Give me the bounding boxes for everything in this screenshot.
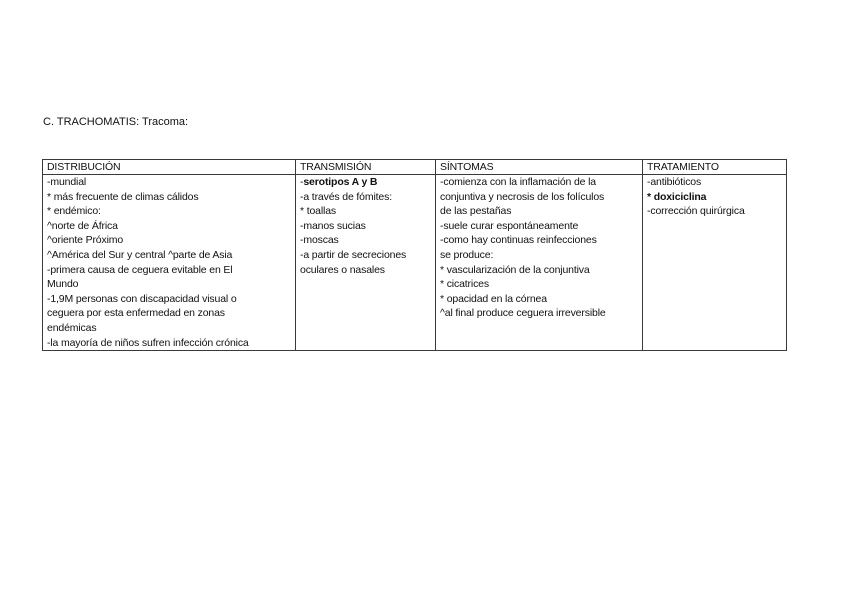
transmision-line: -a través de fómites: <box>300 190 392 203</box>
distribucion-line: -mundial <box>47 176 87 188</box>
distribucion-line: endémicas <box>47 321 97 334</box>
header-sintomas: SÍNTOMAS <box>436 160 643 175</box>
trachoma-table <box>42 159 787 351</box>
distribucion-line: * más frecuente de climas cálidos <box>47 190 199 203</box>
distribucion-line: ^América del Sur y central ^parte de Asia <box>47 248 233 261</box>
header-tratamiento: TRATAMIENTO <box>643 160 787 175</box>
cell-sintomas <box>436 175 643 351</box>
transmision-line: -a partir de secreciones <box>300 248 407 261</box>
transmision-line-serotipos <box>300 175 431 190</box>
distribucion-line: -1,9M personas con discapacidad visual o <box>47 292 237 305</box>
cell-transmision <box>296 175 436 351</box>
sintomas-line: conjuntiva y necrosis de los folículos <box>440 190 605 203</box>
distribucion-line: ceguera por esta enfermedad en zonas <box>47 307 225 320</box>
sintomas-line: ^al final produce ceguera irreversible <box>440 307 606 320</box>
page-title: C. TRACHOMATIS: Tracoma: <box>43 116 189 128</box>
cell-distribucion <box>43 175 296 351</box>
transmision-prefix: - <box>300 176 304 188</box>
table-header-row <box>43 160 787 175</box>
sintomas-line: -comienza con la inflamación de la <box>440 176 596 188</box>
serotipos-bold: serotipos A y B <box>303 176 378 188</box>
distribucion-line: ^oriente Próximo <box>47 234 124 247</box>
transmision-line: oculares o nasales <box>300 263 385 276</box>
doxiciclina-bold: * doxiciclina <box>647 190 707 203</box>
table-row <box>43 175 787 351</box>
sintomas-line: * opacidad en la córnea <box>440 292 547 305</box>
distribucion-line: -la mayoría de niños sufren infección crónica <box>47 336 249 349</box>
cell-tratamiento <box>643 175 787 351</box>
tratamiento-line: -antibióticos <box>647 176 702 188</box>
tratamiento-line: -corrección quirúrgica <box>647 205 745 218</box>
distribucion-line: Mundo <box>47 278 79 291</box>
sintomas-line: * vascularización de la conjuntiva <box>440 263 590 276</box>
sintomas-line: de las pestañas <box>440 205 512 218</box>
header-transmision: TRANSMISIÓN <box>296 160 436 175</box>
header-distribucion: DISTRIBUCIÓN <box>43 160 296 175</box>
distribucion-line: * endémico: <box>47 205 101 218</box>
distribucion-line: ^norte de África <box>47 219 118 232</box>
transmision-line: * toallas <box>300 205 337 218</box>
sintomas-line: -como hay continuas reinfecciones <box>440 234 597 247</box>
sintomas-line: * cicatrices <box>440 278 489 291</box>
transmision-line: -moscas <box>300 234 339 247</box>
transmision-line: -manos sucias <box>300 219 366 232</box>
distribucion-line: -primera causa de ceguera evitable en El <box>47 263 233 276</box>
sintomas-line: se produce: <box>440 248 494 261</box>
sintomas-line: -suele curar espontáneamente <box>440 219 579 232</box>
